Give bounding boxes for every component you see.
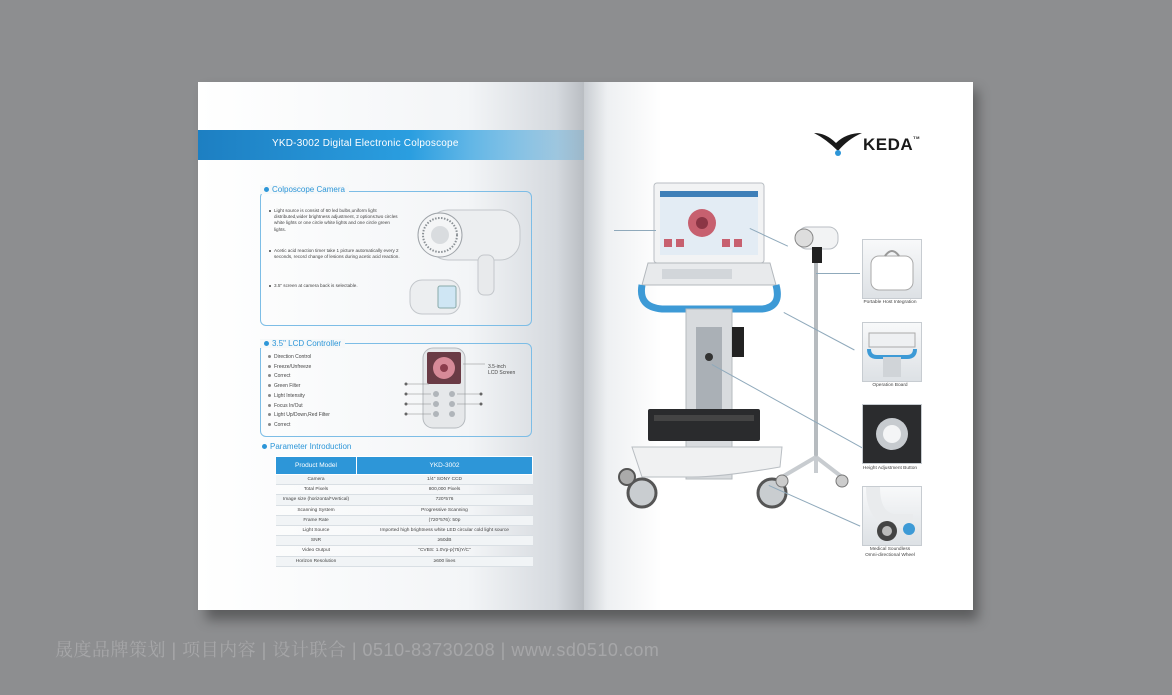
camera-bullet: Light source is consist of 60 led bulbs,uniform light distributed,wider brightness adjustment, 2 options:two circles white lights or one circle white lights and one circle green lights. — [274, 208, 402, 233]
table-row: SNR ≥50dB — [276, 536, 533, 546]
table-row: Light Source Imported high brightness white LED circular cold light source — [276, 525, 533, 535]
page-title: YKD-3002 Digital Electronic Colposcope — [272, 138, 459, 149]
bullet-dot-icon — [264, 341, 269, 346]
table-row: Total Pixels 800,000 Pixels — [276, 485, 533, 495]
feature-caption: Operation Board — [872, 383, 908, 388]
brand-name: KEDA™ — [863, 135, 920, 154]
table-row: Image size (horizontal*Vertical) 720*576 — [276, 495, 533, 505]
feature-thumb-operation-board — [862, 322, 922, 382]
lcd-item: Direction Control — [274, 354, 312, 360]
table-header-cell: YKD-3002 — [357, 457, 533, 475]
feature-thumb-portable-host — [862, 239, 922, 299]
table-header-row — [276, 457, 533, 475]
height-button-image — [863, 405, 921, 463]
ikeda-logo-icon — [812, 129, 864, 157]
bullet-dot-icon — [264, 187, 269, 192]
bullet-dot-icon — [262, 444, 267, 449]
feature-caption: Portable Host Integration — [863, 300, 917, 305]
footer-watermark: 晟度品牌策划 | 项目内容 | 设计联合 | 0510-83730208 | www.sd0510.com — [55, 640, 660, 660]
wheel-image — [863, 487, 921, 545]
lcd-item: Correct — [274, 373, 291, 379]
leader-line — [816, 273, 860, 274]
feature-caption: Omni-directional Wheel — [865, 553, 915, 558]
feature-thumb-height-button — [862, 404, 922, 464]
feature-thumb-wheel — [862, 486, 922, 546]
table-row: Horizon Resolution ≥600 lines — [276, 556, 533, 566]
right-page — [584, 82, 973, 610]
leader-line — [614, 230, 656, 231]
table-row: Scanning System Progressive Scanning — [276, 505, 533, 515]
lcd-item: Light Up/Down,Red Filter — [274, 412, 330, 418]
colposcope-camera-image — [408, 200, 523, 320]
left-page — [198, 82, 584, 610]
operation-board-image — [863, 323, 921, 381]
feature-caption: Medical Soundless — [869, 547, 911, 552]
camera-section-title: Colposcope Camera — [260, 185, 349, 194]
portable-host-image — [863, 240, 921, 298]
lcd-screen-label: 3.5-inch LCD Screen — [488, 364, 516, 376]
lcd-item: Light Intensity — [274, 393, 305, 399]
camera-bullet: 3.5" screen at camera back is selectable. — [274, 283, 402, 289]
camera-bullet: Acetic acid reaction timer take 1 picture automatically every 2 seconds, record change of lesions during acetic acid reaction. — [274, 248, 402, 260]
params-section-title: Parameter Introduction — [262, 442, 351, 451]
lcd-controller-image — [403, 346, 498, 430]
lcd-item: Freeze/Unfreeze — [274, 364, 312, 370]
table-header-cell: Product Model — [276, 457, 357, 475]
lcd-section-title: 3.5" LCD Controller — [260, 339, 345, 348]
table-row: Frame Rate (720*576): 50p — [276, 515, 533, 525]
title-band — [198, 130, 584, 160]
lcd-item: Focus In/Out — [274, 403, 303, 409]
feature-caption: Height Adjustment Button — [862, 466, 918, 471]
table-row: Camera 1/4" SONY CCD — [276, 475, 533, 485]
lcd-item: Correct — [274, 422, 291, 428]
table-row: Video Output "CVBS: 1.0Vp-p(75)Y/C" — [276, 546, 533, 556]
parameter-table — [275, 456, 533, 567]
lcd-item: Green Filter — [274, 383, 301, 389]
